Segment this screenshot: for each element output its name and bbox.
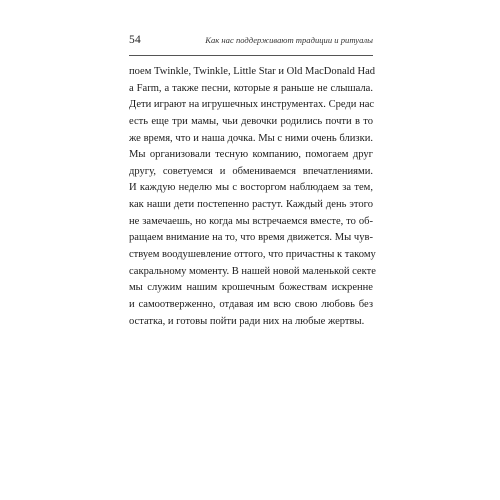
text-line: Дети играют на игрушечных инструментах. Среди нас (129, 99, 375, 111)
text-line: есть еще три мамы, чьи девочки родились почти в то (129, 115, 373, 127)
text-line: другу, советуемся и обмениваемся впечатлениями. (129, 165, 373, 177)
body-paragraph (129, 64, 376, 330)
text-line: остатка, и готовы пойти ради них на любые жертвы. (129, 315, 365, 327)
text-line: a Farm, а также песни, которые я раньше не слышала. (129, 82, 373, 94)
header-rule (129, 55, 373, 56)
text-line: как наши дети постепенно растут. Каждый день этого (129, 199, 373, 211)
text-line: ствуем воодушевление оттого, что причастны к такому (129, 249, 376, 261)
text-line: же время, что и наша дочка. Мы с ними очень близки. (129, 132, 373, 144)
running-title: Как нас поддерживают традиции и ритуалы (205, 35, 373, 45)
text-line: поем Twinkle, Twinkle, Little Star и Old MacDonald Had (129, 66, 376, 77)
page-header (129, 34, 373, 50)
page-number: 54 (129, 34, 142, 46)
text-line: ращаем внимание на то, что время движется. Мы чув- (129, 232, 373, 244)
text-line: Мы организовали тесную компанию, помогаем друг (129, 149, 373, 161)
text-line: и самоотверженно, отдавая им всю свою любовь без (129, 298, 373, 310)
text-line: И каждую неделю мы с восторгом наблюдаем за тем, (129, 182, 373, 194)
text-line: не замечаешь, но когда мы встречаемся вместе, то об- (129, 215, 373, 227)
text-line: сакральному моменту. В нашей новой маленькой секте (129, 265, 376, 277)
text-line: мы служим нашим крошечным божествам искренне (129, 282, 373, 294)
